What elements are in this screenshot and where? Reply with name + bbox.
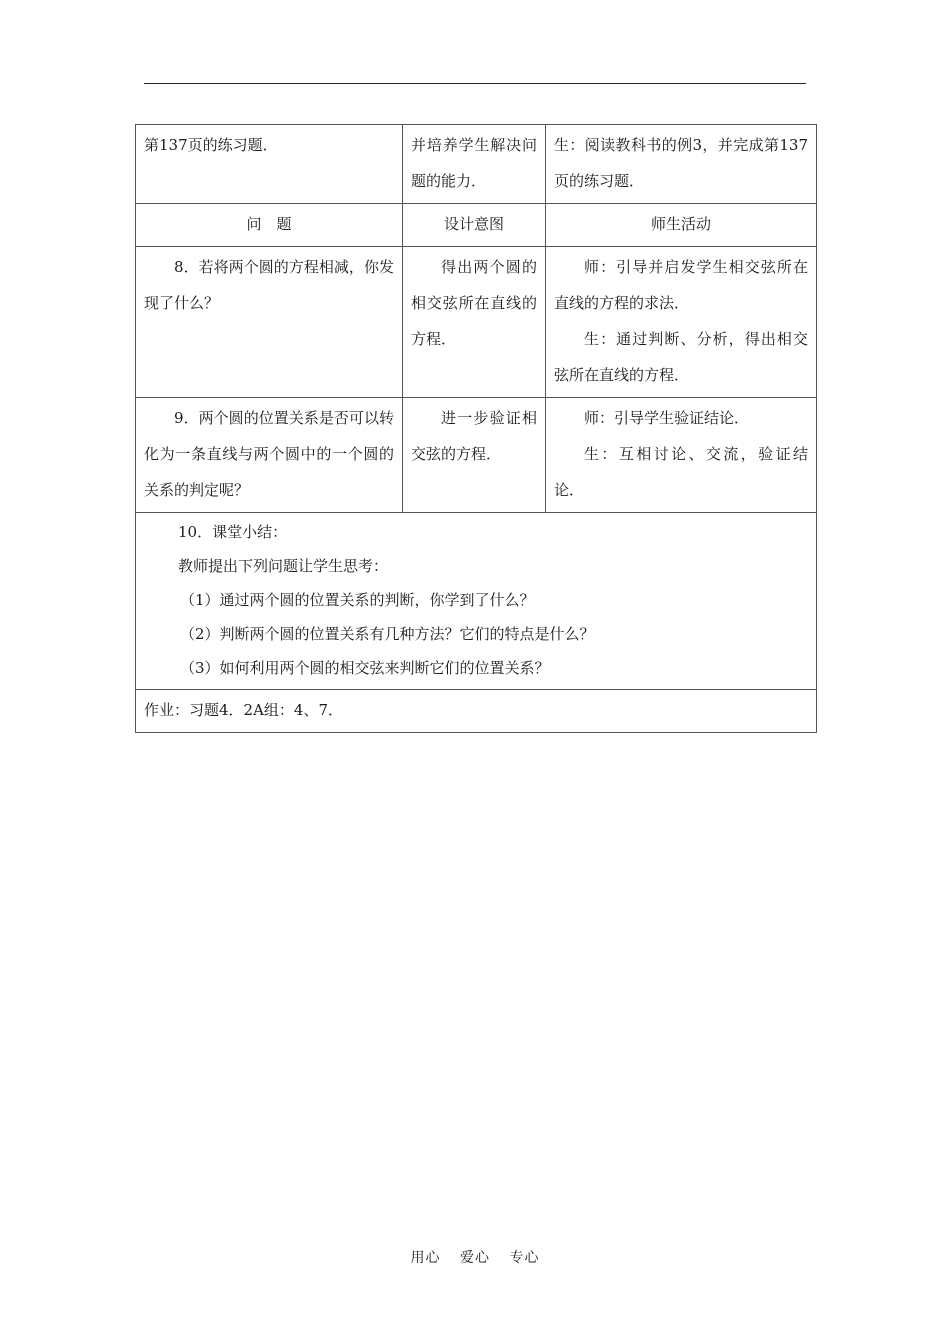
table-row [136,398,817,513]
summary-row [136,513,817,690]
cell-activity [546,398,817,513]
summary-intro: 教师提出下列问题让学生思考： [178,557,389,575]
cell-question: 9．两个圆的位置关系是否可以转化为一条直线与两个圆中的一个圆的关系的判定呢？ [136,398,403,513]
footer-text: 爱心 [460,1250,490,1266]
summary-item: （3）如何利用两个圆的相交弦来判断它们的位置关系？ [180,659,550,677]
homework-row [136,690,817,733]
summary-cell [136,513,817,690]
cell-question: 8．若将两个圆的方程相减，你发现了什么？ [136,247,403,398]
teacher-activity: 师：引导并启发学生相交弦所在直线的方程的求法． [554,258,808,312]
teacher-activity: 师：引导学生验证结论． [584,409,750,427]
cell-question: 第137页的练习题． [136,125,403,204]
page-footer [0,1247,950,1267]
lesson-plan-table [135,124,817,733]
cell-activity: 生：阅读教科书的例3，并完成第137页的练习题． [546,125,817,204]
header-activity: 师生活动 [546,204,817,247]
summary-item: （1）通过两个圆的位置关系的判断，你学到了什么？ [180,591,535,609]
cell-intent: 进一步验证相交弦的方程． [403,398,546,513]
cell-intent: 并培养学生解决问题的能力． [403,125,546,204]
footer-text: 用心 [410,1250,441,1266]
summary-item: （2）判断两个圆的位置关系有几种方法？它们的特点是什么？ [180,625,595,643]
footer-text: 专心 [509,1250,540,1266]
header-rule [144,83,806,84]
header-intent: 设计意图 [403,204,546,247]
cell-intent: 得出两个圆的相交弦所在直线的方程． [403,247,546,398]
cell-activity [546,247,817,398]
table-row [136,125,817,204]
homework-cell: 作业：习题4．2A组：4、7． [136,690,817,733]
student-activity: 生：互相讨论、交流，验证结论． [554,445,808,499]
header-question: 问 题 [136,204,403,247]
student-activity: 生：通过判断、分析，得出相交弦所在直线的方程． [554,330,808,384]
table-header-row [136,204,817,247]
summary-title: 10．课堂小结： [178,523,288,541]
table-row [136,247,817,398]
